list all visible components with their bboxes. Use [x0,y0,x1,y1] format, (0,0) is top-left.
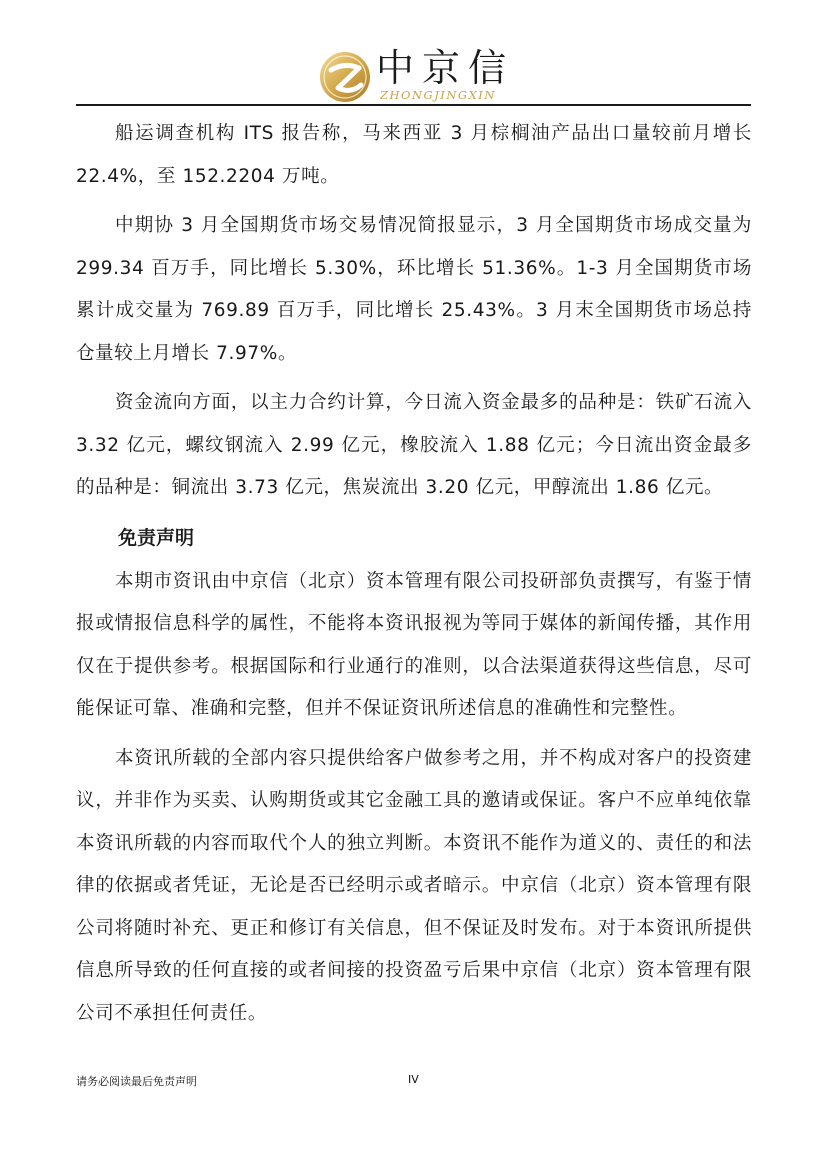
company-logo-icon [318,50,372,104]
logo-english-name: ZHONGJINGXIN [380,88,496,102]
page-number: IV [408,1073,419,1086]
news-paragraph-capital-flow: 资金流向方面，以主力合约计算，今日流入资金最多的品种是：铁矿石流入 3.32 亿元，螺纹钢流入 2.99 亿元，橡胶流入 1.88 亿元；今日流出资金最多的品种是：铜流出 3.73 亿元，焦炭流出 3.20 亿元，甲醇流出 1.86 亿元。 [76,392,752,498]
footer-disclaimer-note: 请务必阅读最后免责声明 [76,1075,197,1088]
disclaimer-paragraph: 本资讯所载的全部内容只提供给客户做参考之用，并不构成对客户的投资建议，并非作为买卖、认购期货或其它金融工具的邀请或保证。客户不应单纯依靠本资讯所载的内容而取代个人的独立判断。本资讯不能作为道义的、责任的和法律的依据或者凭证，无论是否已经明示或者暗示。中京信（北京）资本管理有限公司将随时补充、更正和修订有关信息，但不保证及时发布。对于本资讯所提供信息所导致的任何直接的或者间接的投资盈亏后果中京信（北京）资本管理有限公司不承担任何责任。 [76,747,752,1024]
main-content [76,113,752,1042]
news-paragraph-palm-oil: 船运调查机构 ITS 报告称，马来西亚 3 月棕榈油产品出口量较前月增长 22.4%，至 152.2204 万吨。 [76,123,752,187]
disclaimer-paragraph: 本期市资讯由中京信（北京）资本管理有限公司投研部负责撰写，有鉴于情报或情报信息科学的属性，不能将本资讯报视为等同于媒体的新闻传播，其作用仅在于提供参考。根据国际和行业通行的准则，以合法渠道获得这些信息，尽可能保证可靠、准确和完整，但并不保证资讯所述信息的准确性和完整性。 [76,570,752,719]
page-header [0,0,827,106]
logo-chinese-name: 中京信 [376,46,515,90]
disclaimer-title: 免责声明 [118,526,195,549]
header-divider [76,104,751,106]
news-paragraph-futures-volume: 中期协 3 月全国期货市场交易情况简报显示，3 月全国期货市场成交量为 299.34 百万手，同比增长 5.30%，环比增长 51.36%。1-3 月全国期货市场累计成交量为 769.89 百万手，同比增长 25.43%。3 月末全国期货市场总持仓量较上月增长 7.97%。 [76,215,752,364]
